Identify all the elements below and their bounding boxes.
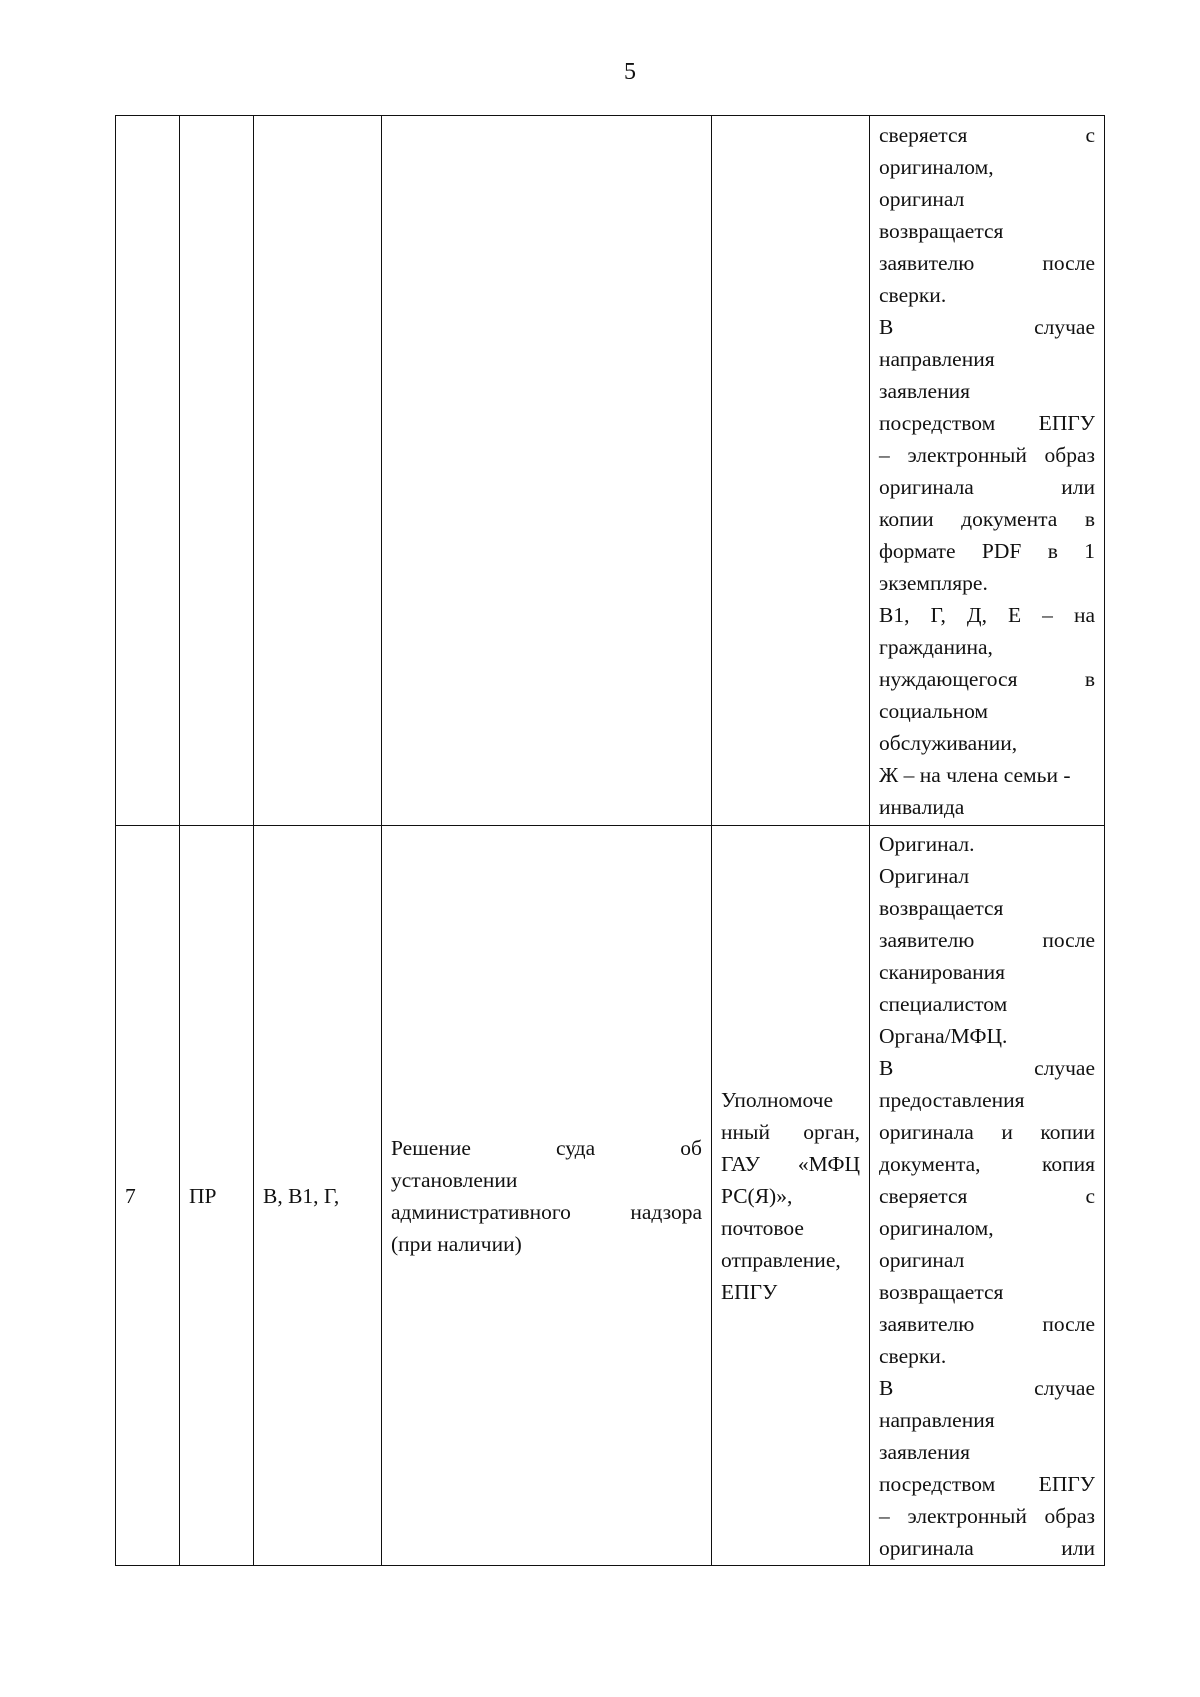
source-line: ЕПГУ xyxy=(721,1279,778,1304)
notes-line: заявителю после xyxy=(879,1311,1095,1336)
source-line: нный орган, xyxy=(721,1119,860,1144)
notes-line: оригиналом, xyxy=(879,1215,994,1240)
source-line: РС(Я)», xyxy=(721,1183,793,1208)
document-type-cell xyxy=(180,116,254,826)
row-number-cell: 7 xyxy=(116,826,180,1566)
notes-line: специалистом xyxy=(879,991,1008,1016)
table-row xyxy=(116,826,1105,1566)
notes-line: Оригинал. xyxy=(879,831,975,856)
notes-line: заявления xyxy=(879,1439,970,1464)
notes-line: возвращается xyxy=(879,895,1004,920)
notes-line: заявителю после xyxy=(879,927,1095,952)
notes-line: – электронный образ xyxy=(879,1503,1095,1528)
document-name-line: (при наличии) xyxy=(391,1231,522,1256)
notes-line: оригинал xyxy=(879,186,965,211)
page-number: 5 xyxy=(624,59,636,85)
document-name-line: административного надзора xyxy=(391,1199,702,1224)
notes-line: инвалида xyxy=(879,794,965,819)
notes-line: социальном xyxy=(879,698,989,723)
notes-line: нуждающегося в xyxy=(879,666,1095,691)
notes-line: В случае xyxy=(879,314,1095,339)
notes-line: Ж – на члена семьи - xyxy=(879,762,1071,787)
notes-line: сканирования xyxy=(879,959,1006,984)
notes-line: посредством ЕПГУ xyxy=(879,1471,1095,1496)
document-name-line: установлении xyxy=(391,1167,518,1192)
documents-table xyxy=(115,115,1105,1566)
notes-line: сверки. xyxy=(879,1343,947,1368)
notes-line: оригинала и копии xyxy=(879,1119,1095,1144)
notes-line: заявления xyxy=(879,378,970,403)
notes-line: направления xyxy=(879,1407,995,1432)
document-name-cell xyxy=(382,826,712,1566)
notes-line: – электронный образ xyxy=(879,442,1095,467)
document-source-cell xyxy=(712,826,870,1566)
notes-line: сверяется с xyxy=(879,122,1095,147)
notes-line: предоставления xyxy=(879,1087,1025,1112)
applicant-categories-cell: В, В1, Г, xyxy=(254,826,382,1566)
source-line: отправление, xyxy=(721,1247,841,1272)
notes-line: сверки. xyxy=(879,282,947,307)
applicant-categories-cell xyxy=(254,116,382,826)
notes-line: копии документа в xyxy=(879,506,1095,531)
notes-line: возвращается xyxy=(879,218,1004,243)
notes-line: В1, Г, Д, Е – на xyxy=(879,602,1095,627)
notes-line: документа, копия xyxy=(879,1151,1095,1176)
source-line: ГАУ «МФЦ xyxy=(721,1151,860,1176)
notes-line: обслуживании, xyxy=(879,730,1018,755)
document-notes-cell xyxy=(870,826,1105,1566)
document-name-line: Решение суда об xyxy=(391,1135,702,1160)
source-line: Уполномоче xyxy=(721,1087,834,1112)
notes-line: Органа/МФЦ. xyxy=(879,1023,1008,1048)
notes-line: Оригинал xyxy=(879,863,970,888)
row-number-cell xyxy=(116,116,180,826)
document-name-cell xyxy=(382,116,712,826)
document-source-cell xyxy=(712,116,870,826)
notes-line: оригинал xyxy=(879,1247,965,1272)
notes-line: направления xyxy=(879,346,995,371)
notes-line: заявителю после xyxy=(879,250,1095,275)
notes-line: формате PDF в 1 xyxy=(879,538,1095,563)
table-row xyxy=(116,116,1105,826)
notes-line: оригинала или xyxy=(879,1535,1095,1560)
notes-line: возвращается xyxy=(879,1279,1004,1304)
notes-line: сверяется с xyxy=(879,1183,1095,1208)
notes-line: оригинала или xyxy=(879,474,1095,499)
notes-line: В случае xyxy=(879,1055,1095,1080)
notes-line: В случае xyxy=(879,1375,1095,1400)
notes-line: экземпляре. xyxy=(879,570,988,595)
notes-line: гражданина, xyxy=(879,634,993,659)
source-line: почтовое xyxy=(721,1215,804,1240)
document-notes-cell xyxy=(870,116,1105,826)
document-type-cell: ПР xyxy=(180,826,254,1566)
notes-line: оригиналом, xyxy=(879,154,994,179)
notes-line: посредством ЕПГУ xyxy=(879,410,1095,435)
